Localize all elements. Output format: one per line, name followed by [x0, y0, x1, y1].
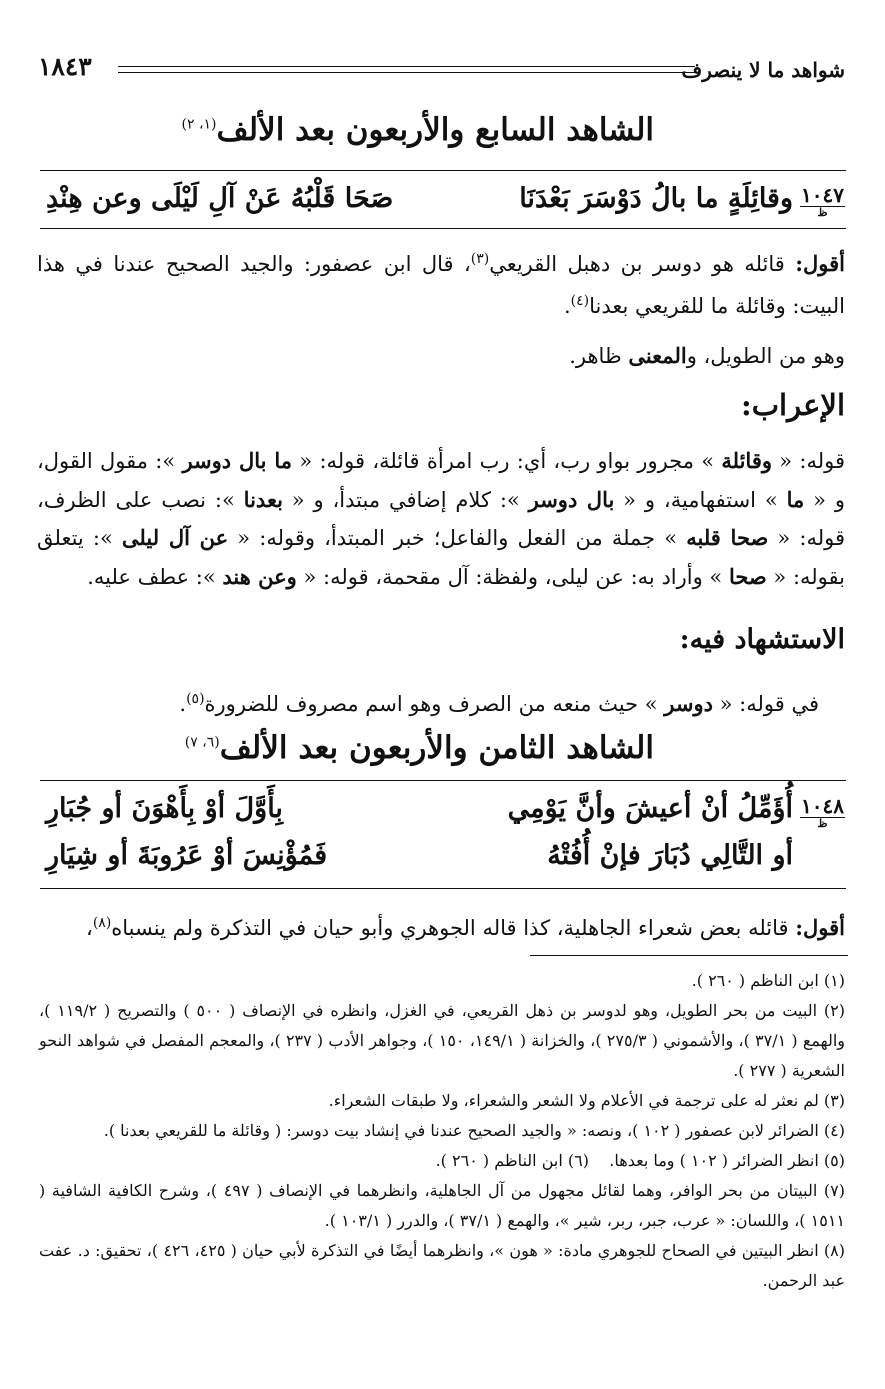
verse-line2-first: أو التَّالِي دُبَارَ فإنْ أُفُتْهُ — [547, 840, 793, 871]
verse-number-text: ١٠٤٧ — [801, 183, 844, 207]
attribution-text: . — [563, 294, 571, 318]
verse-number — [800, 796, 845, 829]
attribution-text: قائله هو دوسر بن دهبل القريعي — [489, 252, 785, 276]
footnote-ref: (٦، ٧) — [184, 734, 220, 751]
footnote-2: (٢) البيت من بحر الطويل، وهو لدوسر بن ذهل القريعي، في الغزل، وانظره في الإنصاف ( ٥٠٠ ) والتصريح ( ١١٩/٢ )، والهمع ( ٣٧/١ )، والأشموني ( ٢٧٥/٣ )، والخزانة ( ١٤٩/١، ١٥٠ )، وجواهر الأدب ( ٢٣٧ )، والمعجم المفصل في شواهد النحو الشعرية ( ٢٧٧ ). — [39, 1001, 846, 1080]
footnote-ref: (٨) — [92, 915, 112, 931]
verse-line1-second: بِأَوَّلَ أوْ بِأَهْوَنَ أو جُبَارِ — [46, 793, 283, 824]
header-rule — [118, 72, 695, 73]
footnote-7: (٧) البيتان من بحر الوافر، وهما لقائل مجهول من آل الجاهلية، وانظرهما في الإنصاف ( ٤٩٧ )، وشرح الكافية الشافية ( ١٥١١ )، واللسان: « عرب، جبر، ربر، شير »، والهمع ( ٣٧/١ )، والدرر ( ١٠٣/١ ). — [39, 1181, 846, 1230]
istishhad-paragraph: في قوله: « دوسر » حيث منعه من الصرف وهو اسم مصروف للضرورة$^{(٥)}$. — [179, 691, 819, 716]
meter-text: ظاهر. — [569, 344, 629, 368]
meter-line — [37, 337, 845, 375]
footnote-rule — [530, 955, 848, 956]
aqwal-label: أقول: — [795, 251, 845, 276]
footnote-5-6-row — [436, 1146, 845, 1176]
verse-first-hemistich: وقائِلَةٍ ما بالُ دَوْسَرَ بَعْدَنَا — [519, 183, 793, 214]
verse-bottom-rule — [40, 228, 846, 229]
verse-mark: ظ — [817, 206, 828, 219]
header-rule — [118, 66, 695, 67]
verse-top-rule — [40, 170, 846, 171]
verse-number-text: ١٠٤٨ — [801, 794, 844, 818]
footnote-6: (٦) ابن الناظم ( ٢٦٠ ). — [435, 1151, 589, 1170]
attribution-text: قائله بعض شعراء الجاهلية، كذا قاله الجوهري وأبو حيان في التذكرة ولم ينسباه — [111, 916, 789, 940]
istishhad-heading: الاستشهاد فيه: — [679, 624, 845, 655]
page-number: ١٨٤٣ — [38, 52, 92, 81]
footnote-4: (٤) الضرائر لابن عصفور ( ١٠٢ )، ونصه: « والجيد الصحيح عندنا في إنشاد بيت دوسر: ( وقائلة ما للقريعي بعدنا ). — [103, 1121, 845, 1140]
verse-line2-second: فَمُؤْنِسَ أوْ عَرُوبَةَ أو شِيَارِ — [46, 840, 328, 871]
footnote-ref: (١، ٢) — [181, 116, 217, 133]
aqwal-label: أقول: — [795, 915, 845, 940]
footnote-3: (٣) لم نعثر له على ترجمة في الأعلام ولا الشعر والشعراء، ولا طبقات الشعراء. — [328, 1091, 845, 1110]
verse-mark: ظ — [817, 817, 828, 830]
footnote-ref: (٣) — [470, 251, 490, 267]
irab-paragraph: قوله: « وقائلة » مجرور بواو رب، أي: رب امرأة قائلة، قوله: « ما بال دوسر »: مقول القول، و « ما » استفهامية، و « بال دوسر »: كلام إضافي مبتدأ، و « بعدنا »: نصب على الظرف، قوله: « صحا قلبه » جملة من الفعل والفاعل؛ خبر المبتدأ، وقوله: « عن آل ليلى »: يتعلق بقوله: « صحا » وأراد به: عن ليلى، ولفظة: آل مقحمة، قوله: « وعن هند »: عطف عليه. — [37, 448, 845, 589]
footnote-8: (٨) انظر البيتين في الصحاح للجوهري مادة: « هون »، وانظرهما أيضًا في التذكرة لأبي حيان ( ٤٢٥، ٤٢٦ )، تحقيق: د. عفت عبد الرحمن. — [39, 1241, 845, 1290]
footnote-1: (١) ابن الناظم ( ٢٦٠ ). — [691, 971, 845, 990]
footnote-ref: (٤) — [570, 293, 590, 309]
footnote-5: (٥) انظر الضرائر ( ١٠٢ ) وما بعدها. — [609, 1151, 845, 1170]
section-title-1048 — [184, 730, 654, 766]
attribution-text: ، قال ابن عصفور: والجيد الصحيح عندنا في هذا البيت: وقائلة ما للقريعي بعدنا — [37, 252, 845, 318]
running-title: شواهد ما لا ينصرف — [681, 58, 845, 82]
attribution-paragraph — [37, 241, 845, 325]
verse-bottom-rule — [40, 888, 846, 889]
meter-text: وهو من الطويل، و — [686, 344, 845, 368]
meter-bold: المعنى — [628, 343, 687, 368]
verse-top-rule — [40, 780, 846, 781]
section-title-text: الشاهد السابع والأربعون بعد الألف — [216, 112, 654, 148]
verse-number — [800, 185, 845, 218]
irab-heading: الإعراب: — [741, 388, 845, 422]
section-title-text: الشاهد الثامن والأربعون بعد الألف — [219, 730, 654, 766]
attribution-paragraph: أقول: قائله بعض شعراء الجاهلية، كذا قاله الجوهري وأبو حيان في التذكرة ولم ينسباه$^{(٨)}$، — [86, 915, 845, 940]
section-title-1047 — [181, 112, 654, 148]
verse-line1-first: أُؤَمِّلُ أنْ أعيشَ وأنَّ يَوْمِي — [507, 793, 793, 824]
verse-second-hemistich: صَحَا قَلْبُهُ عَنْ آلِ لَيْلَى وعن هِنْدِ — [46, 183, 394, 214]
footnote-ref: (٥) — [186, 691, 205, 707]
